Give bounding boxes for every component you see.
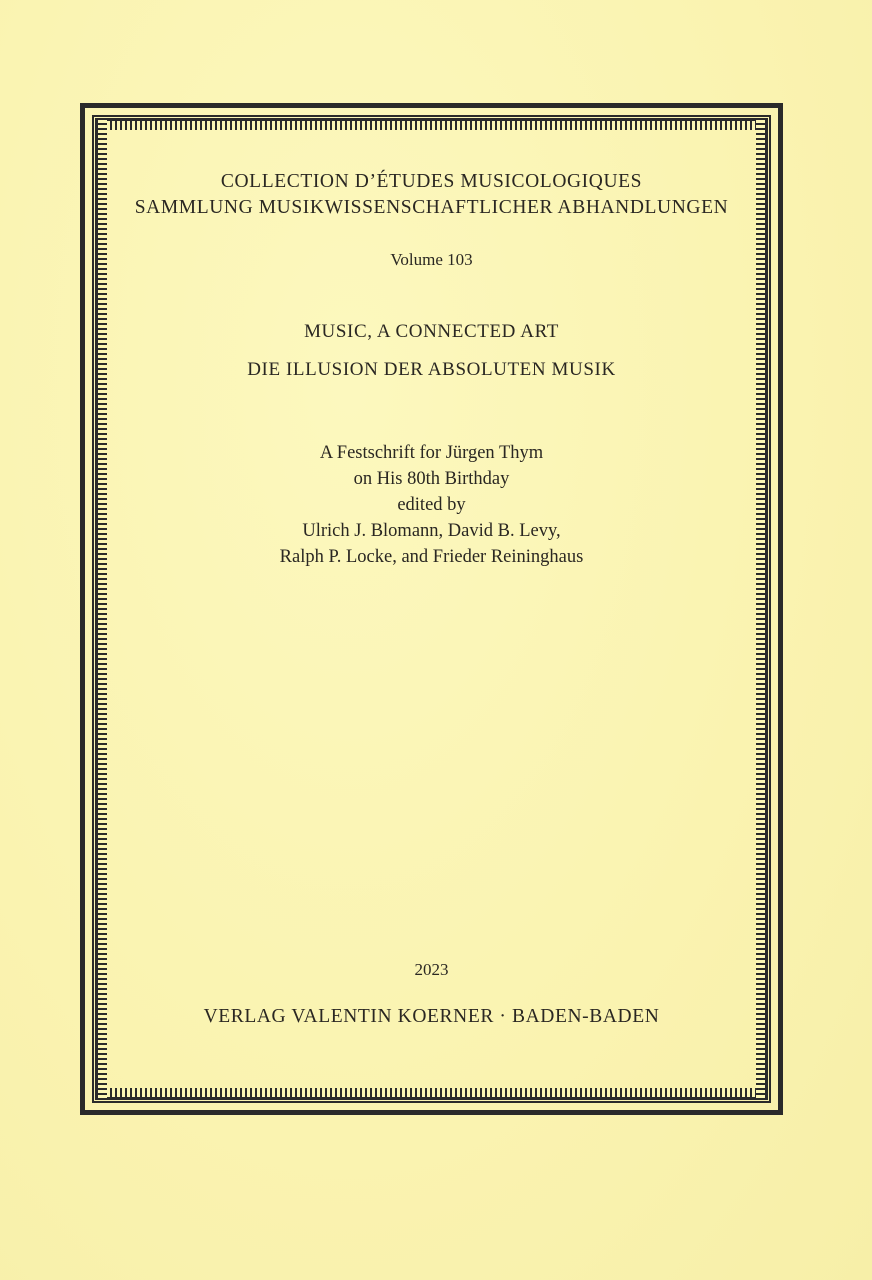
book-title-german: DIE ILLUSION DER ABSOLUTEN MUSIK: [247, 359, 616, 380]
festschrift-line: A Festschrift for Jürgen Thym: [319, 443, 544, 463]
publisher-imprint: VERLAG VALENTIN KOERNER · BADEN-BADEN: [203, 1006, 660, 1027]
publication-year: 2023: [414, 960, 449, 979]
decorative-border-top: [95, 118, 768, 130]
series-title-french: COLLECTION D’ÉTUDES MUSICOLOGIQUES: [220, 171, 643, 192]
edited-by-label: edited by: [397, 495, 466, 515]
decorative-border-bottom: [95, 1088, 768, 1100]
editors-line-2: Ralph P. Locke, and Frieder Reininghaus: [279, 547, 584, 567]
decorative-border-left: [95, 118, 107, 1100]
birthday-line: on His 80th Birthday: [353, 469, 510, 489]
editors-line-1: Ulrich J. Blomann, David B. Levy,: [302, 521, 561, 541]
series-title-german: SAMMLUNG MUSIKWISSENSCHAFTLICHER ABHANDLUNGEN: [134, 197, 729, 218]
volume-number: Volume 103: [390, 250, 473, 269]
decorative-border-right: [756, 118, 768, 1100]
book-title-english: MUSIC, A CONNECTED ART: [304, 321, 559, 342]
